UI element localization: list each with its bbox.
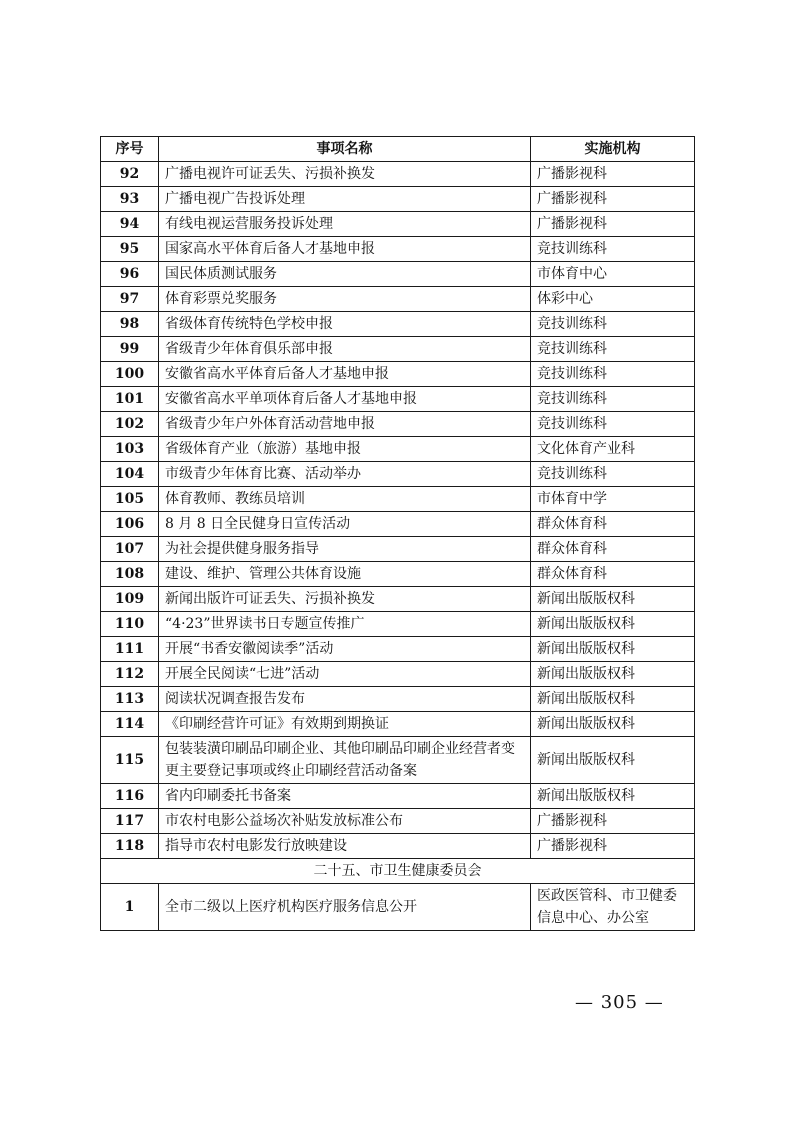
table-row bbox=[101, 637, 695, 662]
table-row bbox=[101, 834, 695, 859]
row-org: 新闻出版版权科 bbox=[531, 784, 695, 809]
table-row bbox=[101, 287, 695, 312]
row-item: 《印刷经营许可证》有效期到期换证 bbox=[159, 712, 531, 737]
row-item: 安徽省高水平体育后备人才基地申报 bbox=[159, 362, 531, 387]
row-num: 100 bbox=[101, 362, 159, 387]
row-num: 99 bbox=[101, 337, 159, 362]
table-row bbox=[101, 712, 695, 737]
row-num: 110 bbox=[101, 612, 159, 637]
row-item: 市级青少年体育比赛、活动举办 bbox=[159, 462, 531, 487]
section-title: 二十五、市卫生健康委员会 bbox=[101, 859, 695, 884]
row-org: 新闻出版版权科 bbox=[531, 612, 695, 637]
row-item: 8 月 8 日全民健身日宣传活动 bbox=[159, 512, 531, 537]
row-org: 广播影视科 bbox=[531, 809, 695, 834]
table-row bbox=[101, 512, 695, 537]
section-row bbox=[101, 859, 695, 884]
row-num: 102 bbox=[101, 412, 159, 437]
table-row bbox=[101, 784, 695, 809]
table-row bbox=[101, 437, 695, 462]
row-num: 111 bbox=[101, 637, 159, 662]
table-row bbox=[101, 587, 695, 612]
row-org: 体彩中心 bbox=[531, 287, 695, 312]
row-org: 竞技训练科 bbox=[531, 362, 695, 387]
row-org: 群众体育科 bbox=[531, 562, 695, 587]
row-item: 国家高水平体育后备人才基地申报 bbox=[159, 237, 531, 262]
row-org: 广播影视科 bbox=[531, 162, 695, 187]
row-org: 新闻出版版权科 bbox=[531, 687, 695, 712]
header-item: 事项名称 bbox=[159, 137, 531, 162]
row-org: 竞技训练科 bbox=[531, 387, 695, 412]
row-item: 建设、维护、管理公共体育设施 bbox=[159, 562, 531, 587]
row-item: 开展全民阅读“七进”活动 bbox=[159, 662, 531, 687]
table-row bbox=[101, 537, 695, 562]
row-num: 115 bbox=[101, 737, 159, 784]
row-item: 省级体育传统特色学校申报 bbox=[159, 312, 531, 337]
row-item: 全市二级以上医疗机构医疗服务信息公开 bbox=[159, 884, 531, 931]
table-row bbox=[101, 809, 695, 834]
row-num: 103 bbox=[101, 437, 159, 462]
row-item: 体育教师、教练员培训 bbox=[159, 487, 531, 512]
header-num: 序号 bbox=[101, 137, 159, 162]
row-num: 118 bbox=[101, 834, 159, 859]
row-num: 108 bbox=[101, 562, 159, 587]
row-num: 112 bbox=[101, 662, 159, 687]
row-num: 107 bbox=[101, 537, 159, 562]
row-item: “4·23”世界读书日专题宣传推广 bbox=[159, 612, 531, 637]
row-num: 105 bbox=[101, 487, 159, 512]
row-num: 92 bbox=[101, 162, 159, 187]
row-num: 96 bbox=[101, 262, 159, 287]
table-row bbox=[101, 884, 695, 931]
row-org: 竞技训练科 bbox=[531, 312, 695, 337]
table-row bbox=[101, 237, 695, 262]
row-num: 114 bbox=[101, 712, 159, 737]
row-org: 新闻出版版权科 bbox=[531, 712, 695, 737]
table-row bbox=[101, 187, 695, 212]
row-item: 体育彩票兑奖服务 bbox=[159, 287, 531, 312]
row-item: 指导市农村电影发行放映建设 bbox=[159, 834, 531, 859]
row-num: 101 bbox=[101, 387, 159, 412]
item-table bbox=[100, 136, 695, 931]
row-item: 国民体质测试服务 bbox=[159, 262, 531, 287]
row-org: 竞技训练科 bbox=[531, 462, 695, 487]
row-num: 94 bbox=[101, 212, 159, 237]
table-row bbox=[101, 162, 695, 187]
header-row bbox=[101, 137, 695, 162]
table-row bbox=[101, 312, 695, 337]
row-org: 文化体育产业科 bbox=[531, 437, 695, 462]
row-item: 省内印刷委托书备案 bbox=[159, 784, 531, 809]
row-num: 113 bbox=[101, 687, 159, 712]
row-org: 广播影视科 bbox=[531, 212, 695, 237]
row-item: 包装装潢印刷品印刷企业、其他印刷品印刷企业经营者变更主要登记事项或终止印刷经营活动备案 bbox=[159, 737, 531, 784]
table-row bbox=[101, 412, 695, 437]
row-item: 省级青少年户外体育活动营地申报 bbox=[159, 412, 531, 437]
row-org: 竞技训练科 bbox=[531, 412, 695, 437]
row-org: 新闻出版版权科 bbox=[531, 637, 695, 662]
row-org: 广播影视科 bbox=[531, 834, 695, 859]
row-org: 竞技训练科 bbox=[531, 337, 695, 362]
page-number: — 305 — bbox=[575, 992, 664, 1013]
row-item: 广播电视广告投诉处理 bbox=[159, 187, 531, 212]
row-org: 市体育中学 bbox=[531, 487, 695, 512]
row-org: 广播影视科 bbox=[531, 187, 695, 212]
table-row bbox=[101, 362, 695, 387]
row-item: 省级青少年体育俱乐部申报 bbox=[159, 337, 531, 362]
row-item: 市农村电影公益场次补贴发放标准公布 bbox=[159, 809, 531, 834]
table-row bbox=[101, 487, 695, 512]
row-num: 109 bbox=[101, 587, 159, 612]
row-org: 竞技训练科 bbox=[531, 237, 695, 262]
row-org: 市体育中心 bbox=[531, 262, 695, 287]
row-num: 98 bbox=[101, 312, 159, 337]
row-num: 97 bbox=[101, 287, 159, 312]
row-item: 省级体育产业（旅游）基地申报 bbox=[159, 437, 531, 462]
row-item: 有线电视运营服务投诉处理 bbox=[159, 212, 531, 237]
table-row bbox=[101, 212, 695, 237]
row-item: 安徽省高水平单项体育后备人才基地申报 bbox=[159, 387, 531, 412]
row-num: 95 bbox=[101, 237, 159, 262]
table-row bbox=[101, 462, 695, 487]
row-org: 群众体育科 bbox=[531, 512, 695, 537]
row-org: 新闻出版版权科 bbox=[531, 662, 695, 687]
table-row bbox=[101, 337, 695, 362]
row-item: 为社会提供健身服务指导 bbox=[159, 537, 531, 562]
row-num: 116 bbox=[101, 784, 159, 809]
row-item: 广播电视许可证丢失、污损补换发 bbox=[159, 162, 531, 187]
table-row bbox=[101, 662, 695, 687]
row-item: 开展“书香安徽阅读季”活动 bbox=[159, 637, 531, 662]
table-row bbox=[101, 262, 695, 287]
row-org: 新闻出版版权科 bbox=[531, 737, 695, 784]
table-row bbox=[101, 687, 695, 712]
table-row bbox=[101, 737, 695, 784]
row-num: 106 bbox=[101, 512, 159, 537]
row-org: 新闻出版版权科 bbox=[531, 587, 695, 612]
row-num: 104 bbox=[101, 462, 159, 487]
header-org: 实施机构 bbox=[531, 137, 695, 162]
table-row bbox=[101, 387, 695, 412]
row-org: 医政医管科、市卫健委信息中心、办公室 bbox=[531, 884, 695, 931]
row-num: 117 bbox=[101, 809, 159, 834]
table-row bbox=[101, 562, 695, 587]
row-num: 1 bbox=[101, 884, 159, 931]
row-item: 阅读状况调查报告发布 bbox=[159, 687, 531, 712]
table-row bbox=[101, 612, 695, 637]
row-item: 新闻出版许可证丢失、污损补换发 bbox=[159, 587, 531, 612]
row-num: 93 bbox=[101, 187, 159, 212]
row-org: 群众体育科 bbox=[531, 537, 695, 562]
